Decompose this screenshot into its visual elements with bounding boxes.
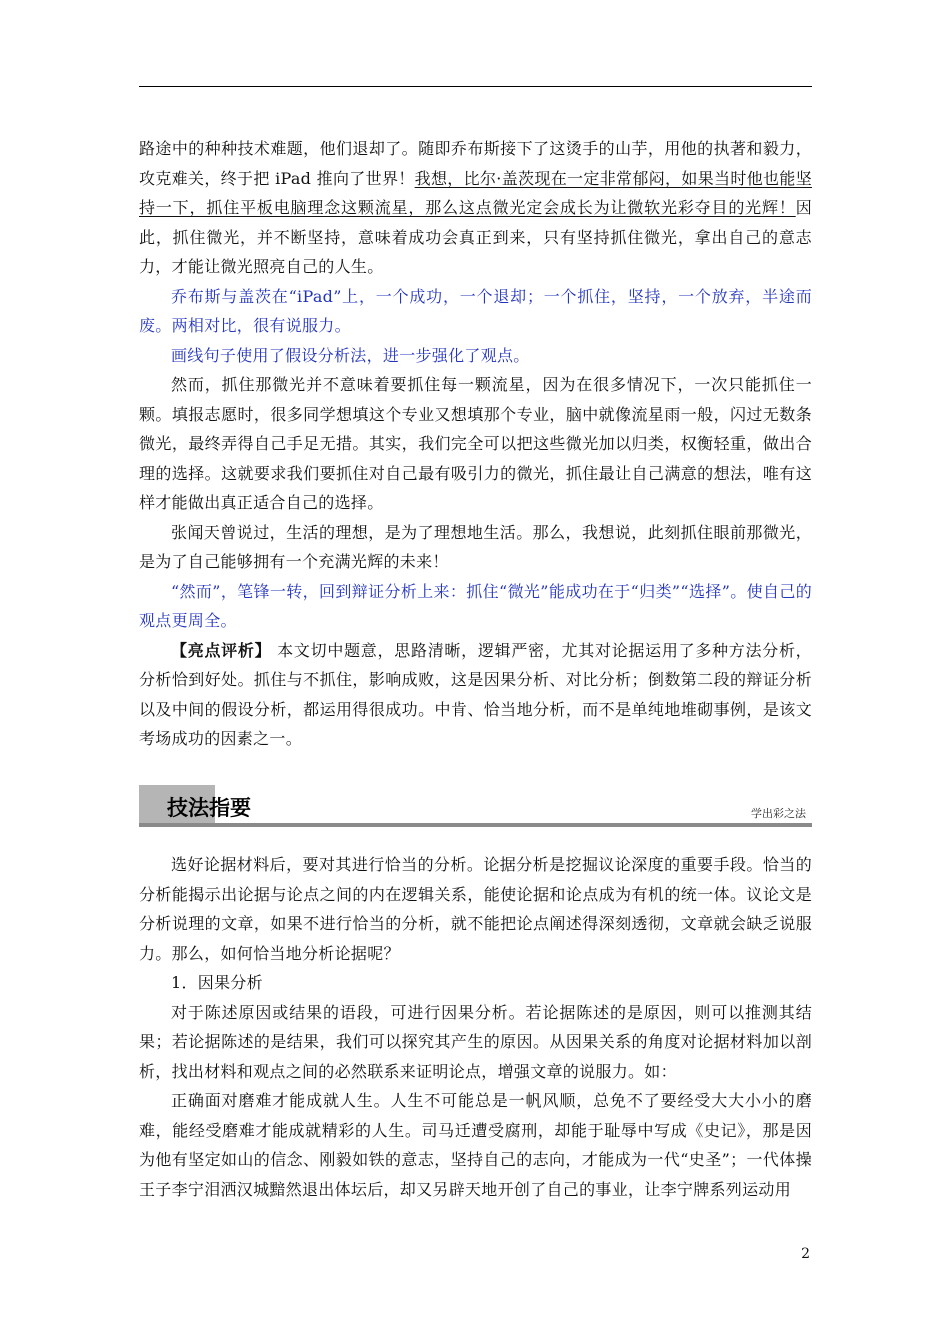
underlined-sentence: 我想，比尔·盖茨现在一定非常郁闷，如果当时他也能坚持一下，抓住平板电脑理念这颗流星，那么这点微光定会成长为让微软光彩夺目的光辉！ — [139, 168, 812, 217]
lower-text-block — [139, 850, 812, 1204]
highlight-review — [139, 636, 812, 754]
paragraph-zhang-wentian: 张闻天曾说过，生活的理想，是为了理想地生活。那么，我想说，此刻抓住眼前那微光，是为了自己能够拥有一个充满光辉的未来！ — [139, 522, 812, 571]
section-header-rule — [139, 823, 812, 827]
text-run: 因此，抓住微光，并不断坚持，意味着成功会真正到来，只有坚持抓住微光，拿出自己的意志力，才能让微光照亮自己的人生。 — [139, 198, 812, 276]
header-rule — [139, 86, 812, 87]
paragraph-cause-effect: 对于陈述原因或结果的语段，可进行因果分析。若论据陈述的是原因，则可以推测其结果；若论据陈述的是结果，我们可以探究其产生的原因。从因果关系的角度对论据材料加以剖析，找出材料和观点之间的必然联系来证明论点，增强文章的说服力。如： — [139, 1002, 812, 1081]
paragraph-example: 正确面对磨难才能成就人生。人生不可能总是一帆风顺，总免不了要经受大大小小的磨难，能经受磨难才能成就精彩的人生。司马迁遭受腐刑，却能于耻辱中写成《史记》，那是因为他有坚定如山的信念、刚毅如铁的意志，坚持自己的志向，才能成为一代“史圣”；一代体操王子李宁泪洒汉城黯然退出体坛后，却又另辟天地开创了自己的事业，让李宁牌系列运动用 — [139, 1091, 812, 1199]
paragraph-however: 然而，抓住那微光并不意味着要抓住每一颗流星，因为在很多情况下，一次只能抓住一颗。填报志愿时，很多同学想填这个专业又想填那个专业，脑中就像流星雨一般，闪过无数条微光，最终弄得自己手足无措。其实，我们完全可以把这些微光加以归类，权衡轻重，做出合理的选择。这就要求我们要抓住对自己最有吸引力的微光，抓住最让自己满意的想法，唯有这样才能做出真正适合自己的选择。 — [139, 375, 812, 512]
section-subtitle: 学出彩之法 — [751, 807, 806, 820]
annotation-dialectic: “然而”，笔锋一转，回到辩证分析上来：抓住“微光”能成功在于“归类”“选择”。使自己的观点更周全。 — [139, 581, 812, 630]
annotation-comparison: 乔布斯与盖茨在“iPad”上，一个成功，一个退却；一个抓住，坚持，一个放弃，半途而废。两相对比，很有说服力。 — [139, 286, 812, 335]
annotation-hypothesis: 画线句子使用了假设分析法，进一步强化了观点。 — [171, 345, 530, 365]
upper-text-block — [139, 134, 812, 754]
paragraph-intro: 选好论据材料后，要对其进行恰当的分析。论据分析是挖掘议论深度的重要手段。恰当的分析能揭示出论据与论点之间的内在逻辑关系，能使论据和论点成为有机的统一体。议论文是分析说理的文章，如果不进行恰当的分析，就不能把论点阐述得深刻透彻，文章就会缺乏说服力。那么，如何恰当地分析论据呢？ — [139, 855, 812, 963]
paragraph-continuation — [139, 134, 812, 282]
section-header — [139, 785, 812, 827]
text-run: 路途中的种种技术难题，他们退却了。随即乔布斯接下了这烫手的山芋，用他的执著和毅力，攻克难关，终于把 iPad 推向了世界！ — [139, 139, 812, 188]
highlight-label: 【亮点评析】 — [171, 640, 272, 660]
page-number: 2 — [801, 1246, 810, 1262]
section-title: 技法指要 — [167, 796, 251, 820]
subheading-cause-effect: 1．因果分析 — [171, 973, 263, 992]
highlight-text: 本文切中题意，思路清晰，逻辑严密，尤其对论据运用了多种方法分析，分析恰到好处。抓住与不抓住，影响成败，这是因果分析、对比分析；倒数第二段的辩证分析以及中间的假设分析，都运用得很成功。中肯、恰当地分析，而不是单纯地堆砌事例，是该文考场成功的因素之一。 — [139, 640, 812, 748]
